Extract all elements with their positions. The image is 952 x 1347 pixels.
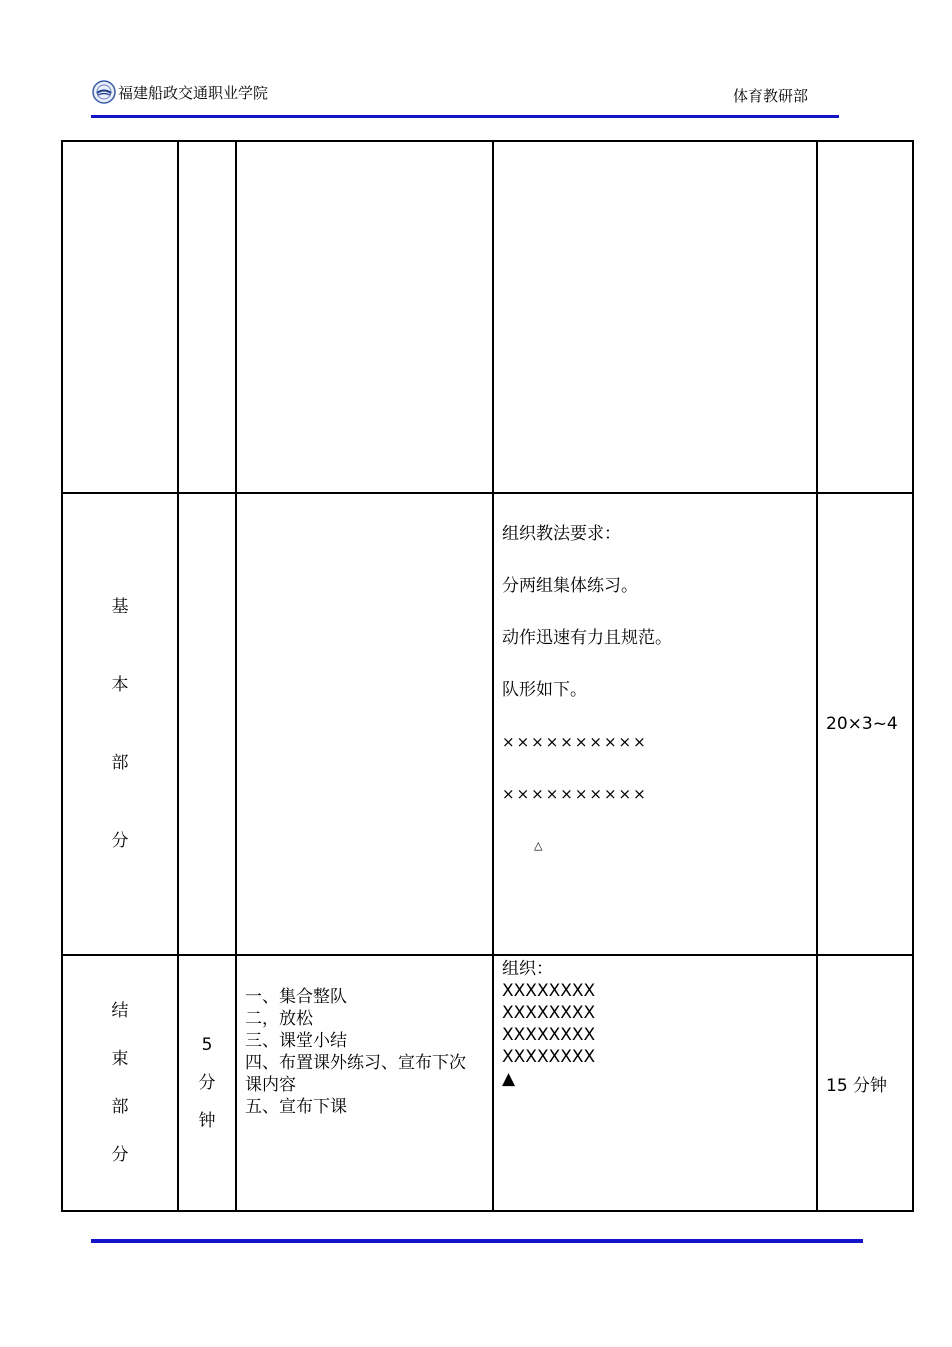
header-institution bbox=[92, 80, 268, 104]
org-line: 队形如下。 bbox=[502, 680, 587, 700]
footer-rule bbox=[91, 1239, 863, 1243]
content-line: 课内容 bbox=[245, 1075, 296, 1095]
label-char: 分 bbox=[111, 1145, 129, 1165]
institution-name: 福建船政交通职业学院 bbox=[118, 83, 269, 102]
content-line: 五、宣布下课 bbox=[245, 1097, 347, 1117]
teacher-marker: ▲ bbox=[502, 1069, 516, 1089]
section-label-end bbox=[62, 955, 178, 1211]
cell-empty bbox=[178, 141, 236, 493]
content-cell bbox=[236, 955, 493, 1211]
section-label-basic bbox=[62, 493, 178, 955]
time-char: 钟 bbox=[198, 1111, 216, 1131]
formation-row: XXXXXXXX bbox=[502, 1025, 596, 1045]
organization-cell bbox=[493, 493, 817, 955]
label-char: 本 bbox=[111, 675, 129, 695]
label-char: 部 bbox=[111, 1097, 129, 1117]
org-line: 动作迅速有力且规范。 bbox=[502, 628, 672, 648]
department-name: 体育教研部 bbox=[733, 87, 809, 105]
load-cell: 15 分钟 bbox=[817, 955, 913, 1211]
cell-empty bbox=[236, 141, 493, 493]
label-char: 部 bbox=[111, 753, 129, 773]
org-title: 组织： bbox=[502, 959, 553, 979]
org-title: 组织教法要求： bbox=[502, 524, 621, 544]
content-line: 一、集合整队 bbox=[245, 987, 347, 1007]
teacher-marker: △ bbox=[534, 839, 543, 852]
header-rule bbox=[91, 115, 839, 118]
cell-empty bbox=[817, 141, 913, 493]
formation-row: XXXXXXXX bbox=[502, 981, 596, 1001]
formation-row: XXXXXXXX bbox=[502, 1003, 596, 1023]
org-line: 分两组集体练习。 bbox=[502, 576, 638, 596]
lesson-plan-table bbox=[61, 140, 914, 1212]
formation-row: ×××××××××× bbox=[502, 785, 648, 803]
content-line: 四、布置课外练习、宣布下次 bbox=[245, 1053, 466, 1073]
label-char: 束 bbox=[111, 1049, 129, 1069]
organization-cell-end bbox=[493, 955, 817, 1211]
table-row-basic bbox=[62, 493, 913, 955]
label-char: 基 bbox=[111, 597, 129, 617]
label-char: 分 bbox=[111, 831, 129, 851]
cell-empty bbox=[178, 493, 236, 955]
cell-empty bbox=[62, 141, 178, 493]
label-char: 结 bbox=[111, 1001, 129, 1021]
time-char: 分 bbox=[198, 1073, 216, 1093]
time-char: 5 bbox=[201, 1035, 213, 1055]
formation-row: ×××××××××× bbox=[502, 733, 648, 751]
time-cell bbox=[178, 955, 236, 1211]
school-emblem-icon bbox=[92, 80, 116, 104]
content-line: 二，放松 bbox=[245, 1009, 313, 1029]
cell-empty bbox=[236, 493, 493, 955]
load-cell: 20×3~4 bbox=[817, 493, 913, 955]
table-row-top bbox=[62, 141, 913, 493]
content-line: 三、课堂小结 bbox=[245, 1031, 347, 1051]
table-row-end bbox=[62, 955, 913, 1211]
formation-row: XXXXXXXX bbox=[502, 1047, 596, 1067]
cell-empty bbox=[493, 141, 817, 493]
